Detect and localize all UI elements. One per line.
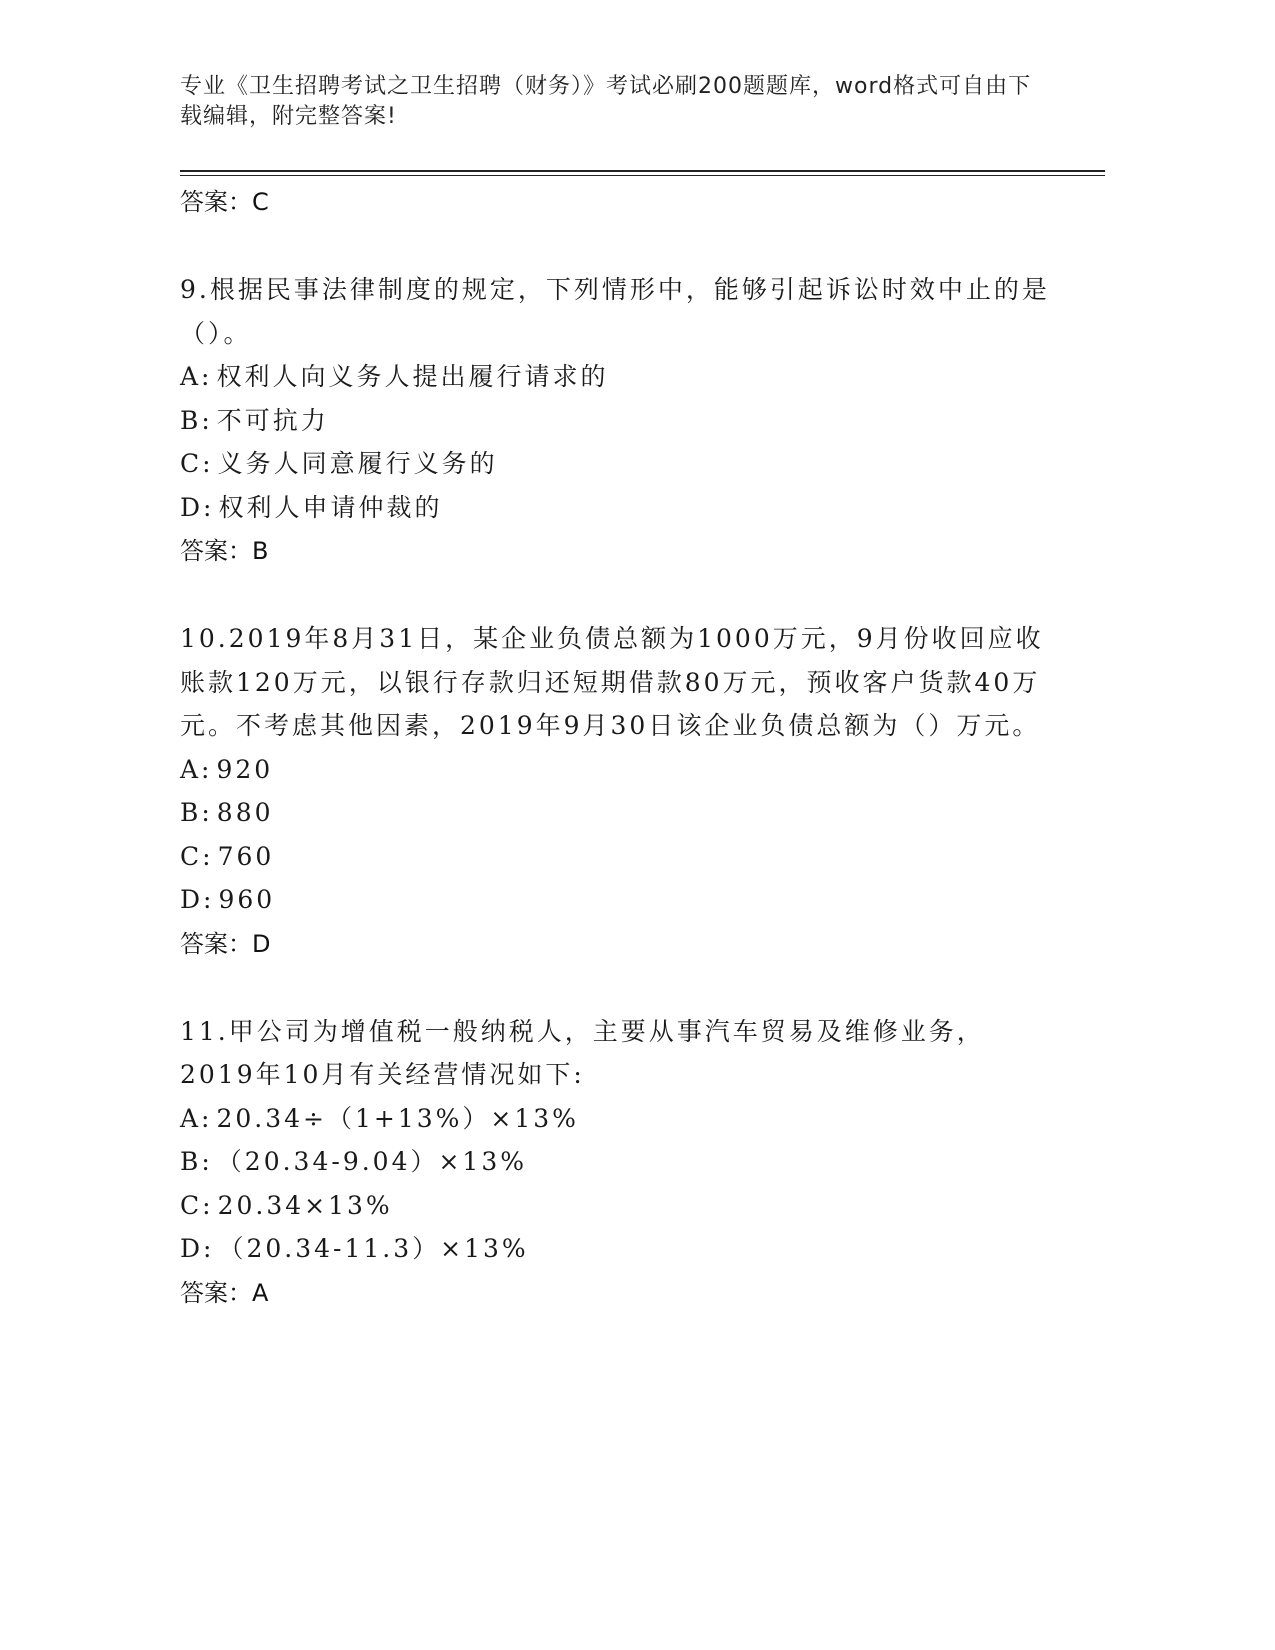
option-key: B: <box>180 798 213 827</box>
option-text: 880 <box>216 798 274 827</box>
header-divider-thick <box>180 170 1105 172</box>
option-text: 920 <box>216 754 274 784</box>
question-item <box>180 1010 1060 1315</box>
answer-line: 答案：A <box>180 1278 269 1307</box>
option-a <box>180 748 1060 792</box>
answer-line: 答案：D <box>180 929 271 958</box>
document-header: 专业《卫生招聘考试之卫生招聘（财务）》考试必刷200题题库，word格式可自由下载编辑，附完整答案! <box>180 74 1032 129</box>
option-key: D: <box>180 885 215 914</box>
option-key: A: <box>180 754 213 784</box>
option-text: 760 <box>217 841 275 871</box>
option-text: 权利人申请仲裁的 <box>218 492 443 522</box>
header-divider-thin <box>180 175 1105 176</box>
option-text: 20.34÷（1+13%）×13% <box>216 1103 579 1133</box>
question-text: 11.甲公司为增值税一般纳税人，主要从事汽车贸易及维修业务，2019年10月有关经营情况如下: <box>180 1016 985 1089</box>
question-item <box>180 268 1060 573</box>
option-d <box>180 486 1060 530</box>
option-key: A: <box>180 1103 213 1133</box>
option-text: （20.34-11.3）×13% <box>218 1234 529 1263</box>
question-text: 9.根据民事法律制度的规定，下列情形中，能够引起诉讼时效中止的是（）。 <box>180 275 1050 348</box>
option-b <box>180 399 1060 443</box>
option-text: 权利人向义务人提出履行请求的 <box>216 362 609 391</box>
option-key: C: <box>180 1190 214 1220</box>
question-list <box>180 180 1060 1315</box>
answer-line: 答案：B <box>180 537 269 565</box>
option-a <box>180 355 1060 399</box>
option-key: B: <box>180 405 213 435</box>
option-key: C: <box>180 449 214 478</box>
question-item <box>180 617 1060 966</box>
option-c <box>180 442 1060 486</box>
option-key: D: <box>180 492 215 522</box>
option-text: 960 <box>218 885 276 914</box>
option-text: 不可抗力 <box>216 405 329 435</box>
option-b <box>180 1140 1060 1184</box>
option-key: B: <box>180 1147 213 1176</box>
option-c <box>180 1184 1060 1228</box>
option-key: D: <box>180 1234 215 1263</box>
option-d <box>180 878 1060 922</box>
option-a <box>180 1097 1060 1141</box>
option-text: 义务人同意履行义务的 <box>217 449 498 478</box>
option-text: 20.34×13% <box>217 1190 393 1220</box>
option-key: A: <box>180 362 213 391</box>
question-text: 10.2019年8月31日，某企业负债总额为1000万元，9月份收回应收账款120万元，以银行存款归还短期借款80万元，预收客户货款40万元。不考虑其他因素，2019年9月30日该企业负债总额为（）万元。 <box>180 624 1044 740</box>
answer-line: 答案：C <box>180 188 269 216</box>
option-text: （20.34-9.04）×13% <box>216 1147 527 1176</box>
option-c <box>180 835 1060 879</box>
option-key: C: <box>180 841 214 871</box>
option-b <box>180 791 1060 835</box>
option-d <box>180 1227 1060 1271</box>
